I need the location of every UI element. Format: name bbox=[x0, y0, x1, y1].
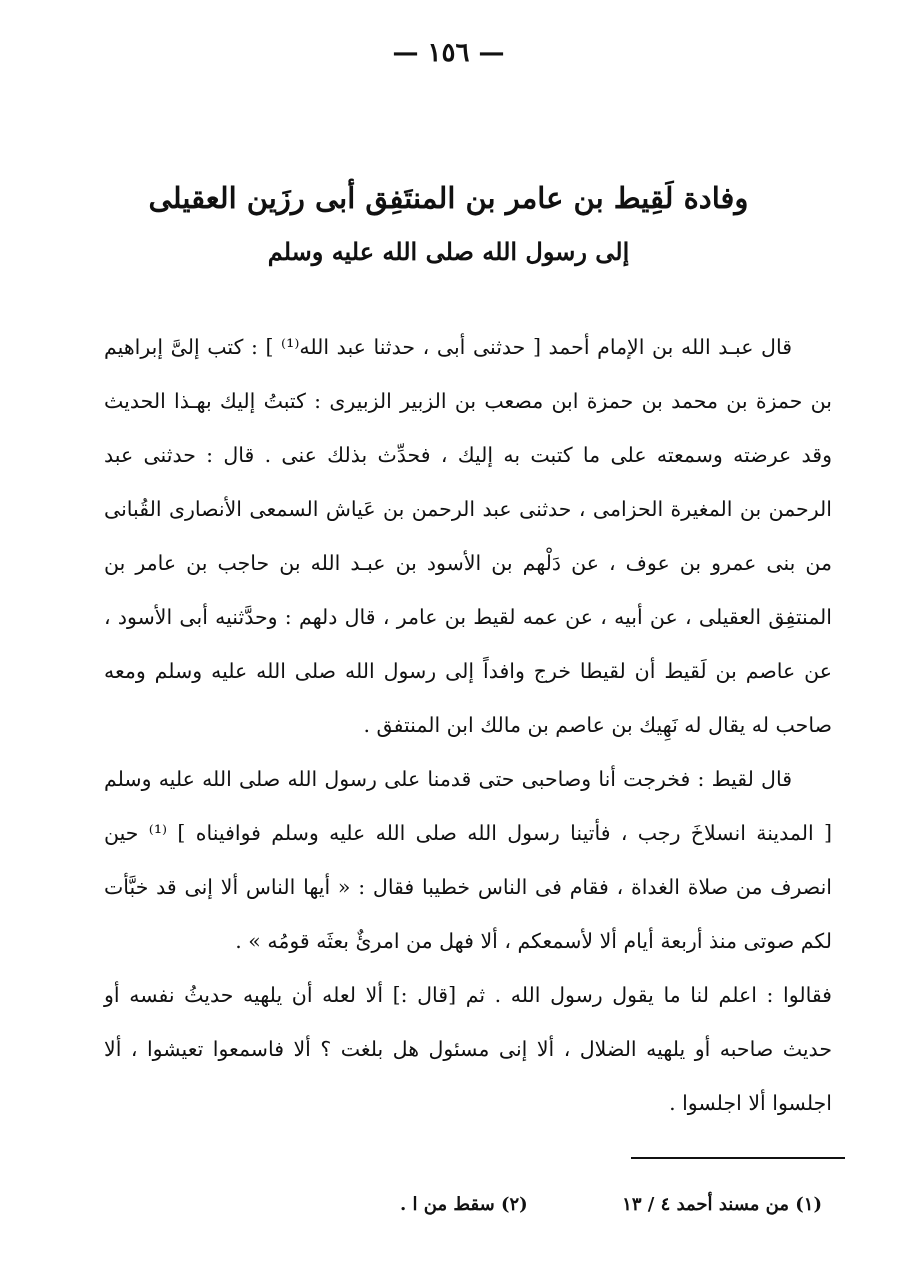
footnotes bbox=[400, 1194, 822, 1215]
paragraph-1: قال عبـد الله بن الإمام أحمد [ حدثنى أبى ، حدثنا عبد الله⁽¹⁾ ] : كتب إلىَّ إبراهيم بن حمزة بن محمد بن حمزة ابن مصعب بن الزبير الزبيرى : كتبتُ إليك بهـذا الحديث وقد عرضته وسمعته على ما كتبت به إليك ، فحدِّث بذلك عنى . قال : حدثنى عبد الرحمن بن المغيرة الحزامى ، حدثنى عبد الرحمن بن عَياش السمعى الأنصارى القُبانى من بنى عمرو بن عوف ، عن دَلْهم بن الأسود بن عبـد الله بن حاجب بن عامر بن المنتفِق العقيلى ، عن أبيه ، عن عمه لقيط بن عامر ، قال دلهم : وحدَّثنيه أبى الأسود ، عن عاصم بن لَقيط أن لقيطا خرج وافداً إلى رسول الله صلى الله عليه وسلم ومعه صاحب له يقال له نَهِيك بن عاصم بن مالك ابن المنتفق . bbox=[104, 335, 832, 737]
title-block bbox=[90, 176, 807, 270]
footnote-2: (٢) سقط من ا . bbox=[400, 1194, 528, 1215]
page-number: — ١٥٦ — bbox=[392, 38, 505, 68]
body-text bbox=[104, 320, 832, 1130]
footnote-1: (١) من مسند أحمد ٤ / ١٣ bbox=[622, 1194, 822, 1215]
chapter-subtitle: إلى رسول الله صلى الله عليه وسلم bbox=[267, 237, 630, 266]
footnote-separator bbox=[631, 1157, 845, 1159]
paragraph-2: قال لقيط : فخرجت أنا وصاحبى حتى قدمنا على رسول الله صلى الله عليه وسلم [ المدينة انسلاخَ رجب ، فأتينا رسول الله صلى الله عليه وسلم فوافيناه ] ⁽¹⁾ حين انصرف من صلاة الغداة ، فقام فى الناس خطيبا فقال : « أيها الناس ألا إنى قد خبَّأت لكم صوتى منذ أربعة أيام ألا لأسمعكم ، ألا فهل من امرئٌ بعثَه قومُه » . bbox=[104, 767, 833, 953]
paragraph-3: فقالوا : اعلم لنا ما يقول رسول الله . ثم [قال :] ألا لعله أن يلهيه حديثُ نفسه أو حديث صاحبه أو يلهيه الضلال ، ألا إنى مسئول هل بلغت ؟ ألا فاسمعوا تعيشوا ، ألا اجلسوا ألا اجلسوا . bbox=[104, 983, 832, 1115]
chapter-title: وفادة لَقِيط بن عامر بن المنتَفِق أبى رزَين العقيلى bbox=[148, 181, 749, 215]
